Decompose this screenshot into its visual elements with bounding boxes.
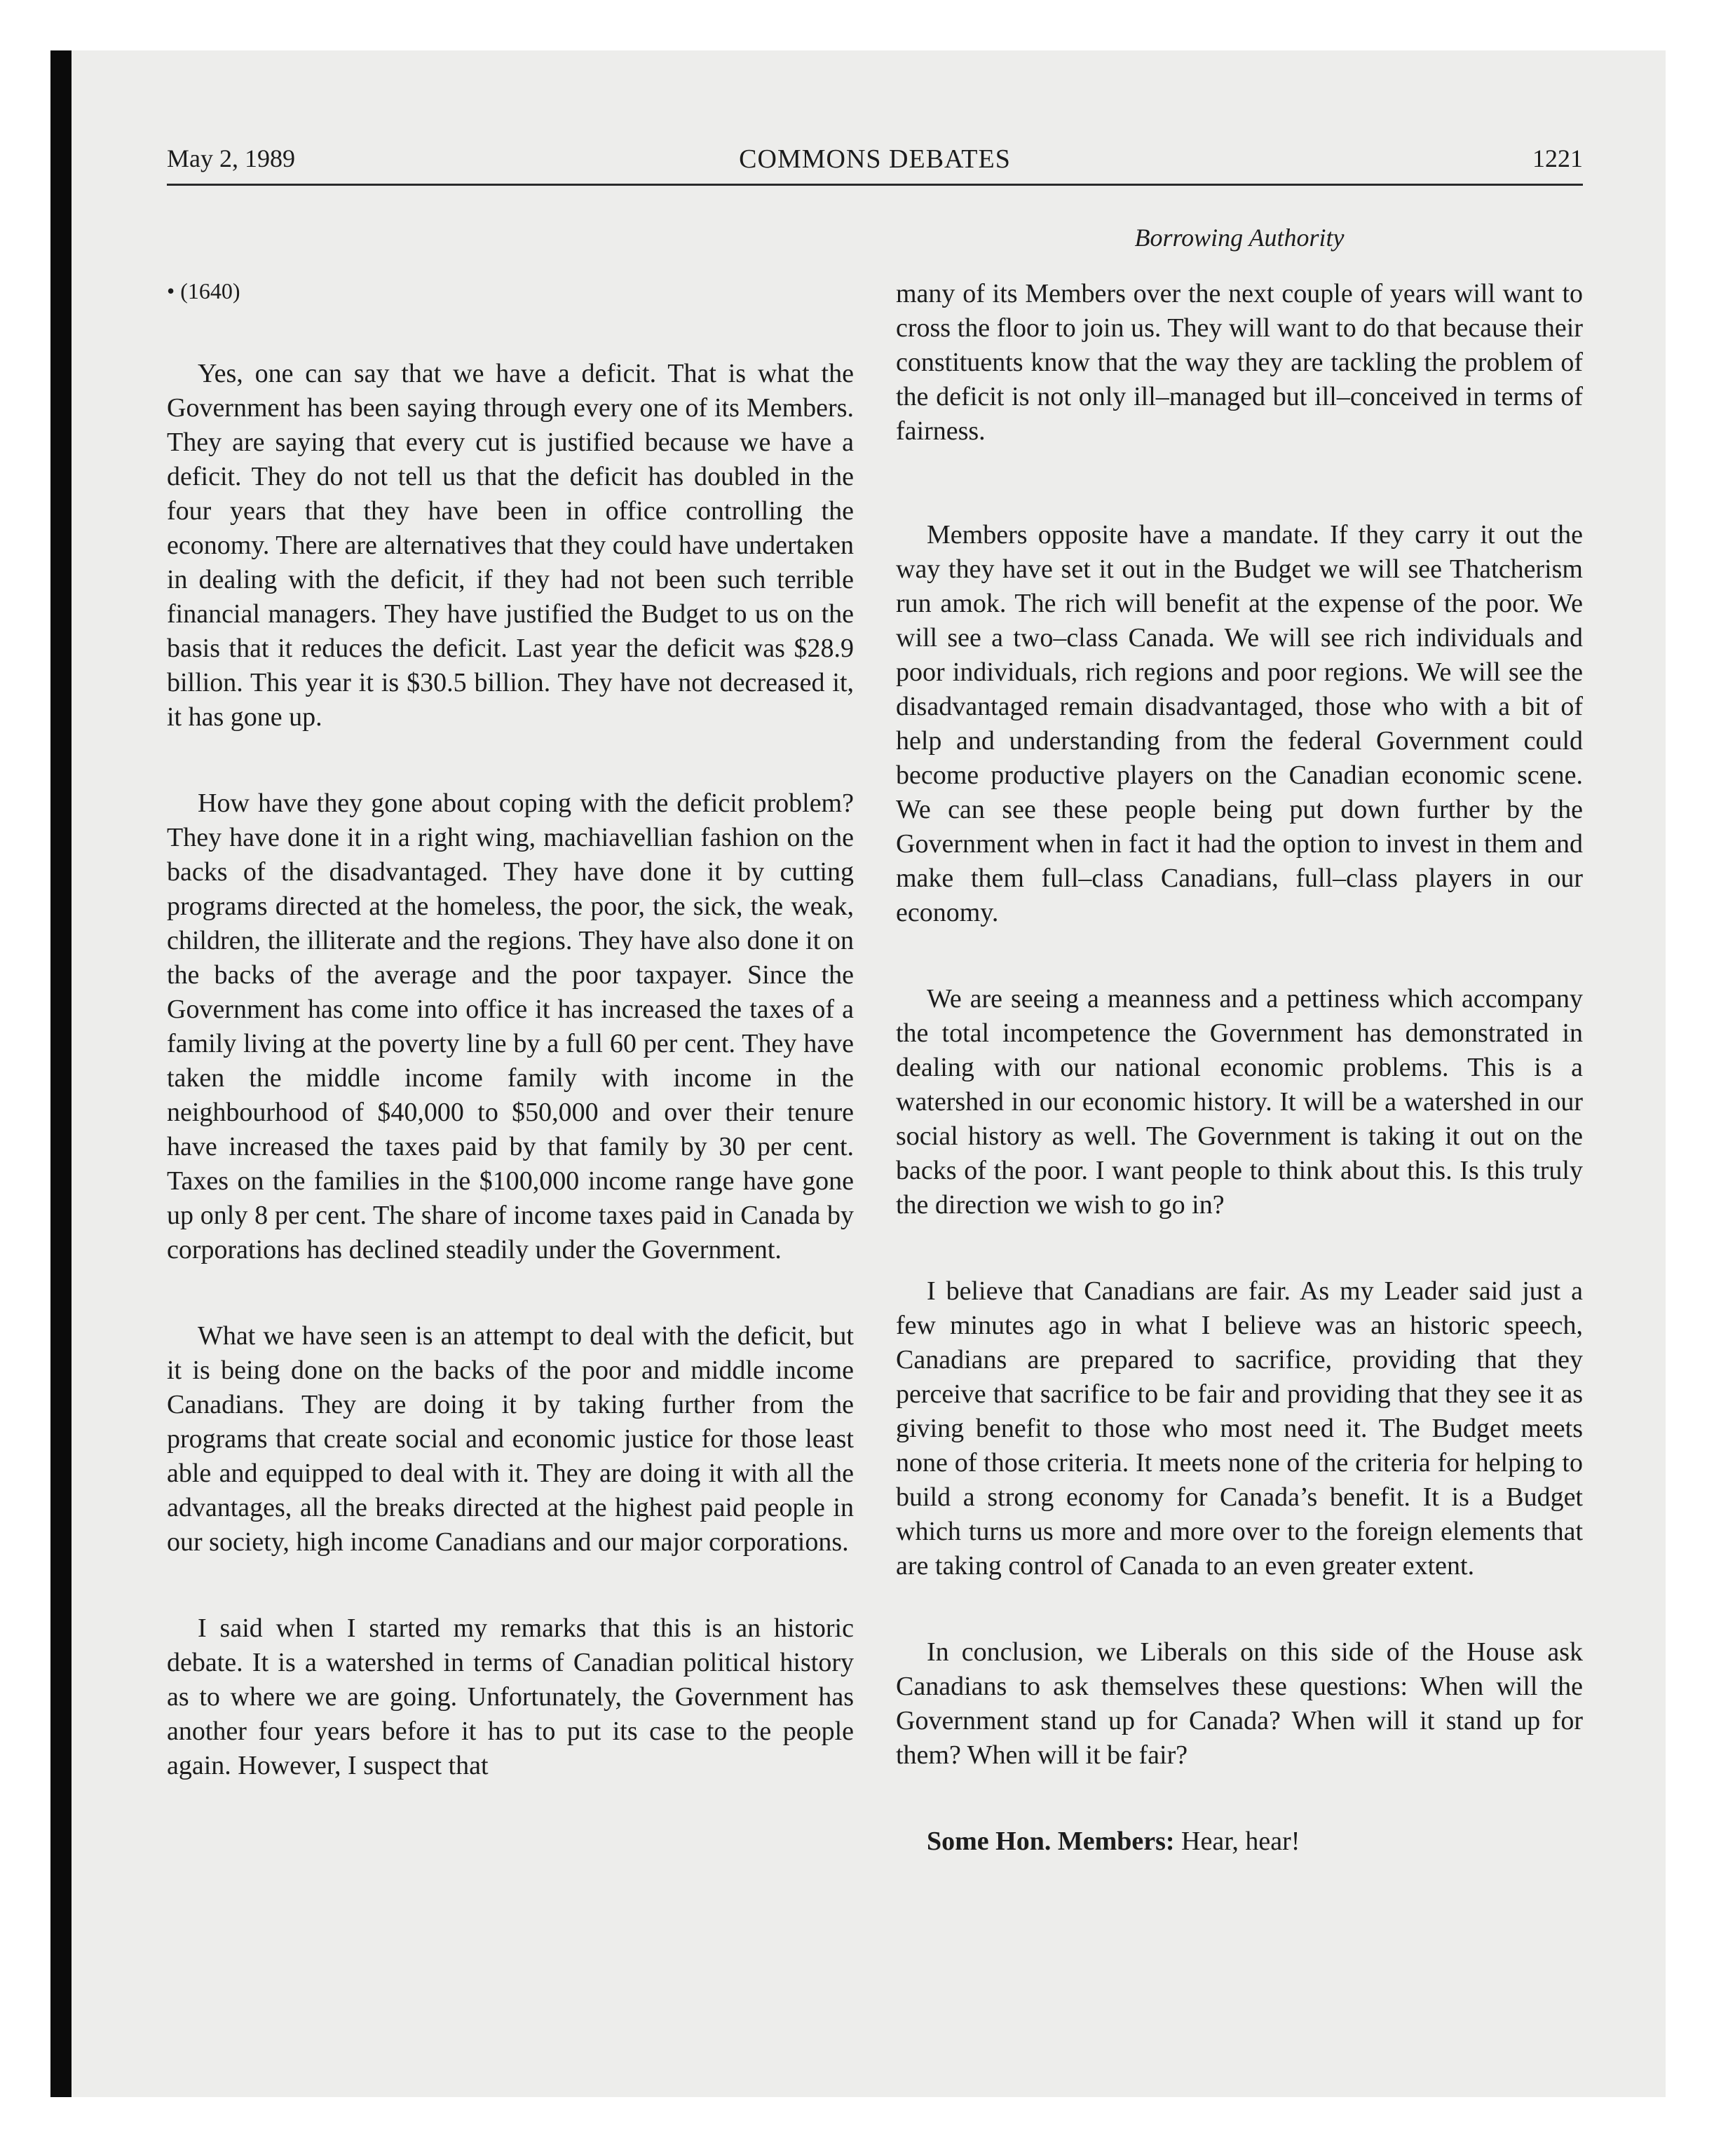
page-number: 1221	[1532, 144, 1583, 172]
left-column	[167, 277, 854, 1783]
paragraph: Yes, one can say that we have a deficit. That is what the Government has been saying through every one of its Members. They are saying that every cut is justified because we have a deficit. They do not tell us that the deficit has doubled in the four years that they have been in office controlling the economy. There are alternatives that they could have undertaken in dealing with the deficit, if they had not been such terrible financial managers. They have justified the Budget to us on the basis that it reduces the deficit. Last year the deficit was $28.9 billion. This year it is $30.5 billion. They have not decreased it, it has gone up.	[167, 359, 854, 732]
header-date: May 2, 1989	[167, 144, 295, 172]
right-column	[896, 277, 1583, 1859]
continued-paragraph: many of its Members over the next couple of years will want to cross the floor to join us. They will want to do that because their constituents know that the way they are tackling the problem of the deficit is not only ill–managed but ill–conceived in terms of fairness.	[896, 279, 1583, 446]
running-head: Borrowing Authority	[1134, 224, 1345, 252]
paragraph: We are seeing a meanness and a pettiness which accompany the total incompetence the Government has demonstrated in dealing with our national economic problems. This is a watershed in our economic history. It will be a watershed in our social history as well. The Government is taking it out on the backs of the poor. I want people to think about this. Is this truly the direction we wish to go in?	[896, 984, 1583, 1220]
scan-edge	[50, 50, 72, 2097]
speaker-label: Some Hon. Members:	[927, 1827, 1175, 1856]
header-rule	[167, 184, 1583, 186]
paragraph: I said when I started my remarks that this is an historic debate. It is a watershed in terms of Canadian political history as to where we are going. Unfortunately, the Government has another four years before it has to put its case to the people again. However, I suspect that	[167, 1613, 854, 1780]
time-marker: • (1640)	[167, 278, 240, 303]
interjection-text: Hear, hear!	[1174, 1827, 1300, 1856]
paragraph: In conclusion, we Liberals on this side of the House ask Canadians to ask themselves these questions: When will the Government stand up for Canada? When will it stand up for them? When will it be fair?	[896, 1637, 1583, 1770]
interjection	[896, 1824, 1583, 1859]
publication-title: COMMONS DEBATES	[739, 144, 1011, 174]
paragraph: Members opposite have a mandate. If they carry it out the way they have set it out in the Budget we will see Thatcherism run amok. The rich will benefit at the expense of the poor. We will see a two–class Canada. We will see rich individuals and poor individuals, rich regions and poor regions. We will see the disadvantaged remain disadvantaged, those who with a bit of help and understanding from the federal Government could become productive players on the Canadian economic scene. We can see these people being put down further by the Government when in fact it had the option to invest in them and make them full–class Canadians, full–class players in our economy.	[896, 520, 1583, 927]
paragraph: I believe that Canadians are fair. As my Leader said just a few minutes ago in what I believe was an historic speech, Canadians are prepared to sacrifice, providing that they perceive that sacrifice to be fair and providing that they see it as giving benefit to those who most need it. The Budget meets none of those criteria. It meets none of the criteria for helping to build a strong economy for Canada’s benefit. It is a Budget which turns us more and more over to the foreign elements that are taking control of Canada to an even greater extent.	[896, 1276, 1583, 1581]
page-header	[167, 144, 1583, 186]
paragraph: What we have seen is an attempt to deal with the deficit, but it is being done on the backs of the poor and middle income Canadians. They are doing it by taking further from the programs that create social and economic justice for those least able and equipped to deal with it. They are doing it with all the advantages, all the breaks directed at the highest paid people in our society, high income Canadians and our major corporations.	[167, 1321, 854, 1557]
paragraph: How have they gone about coping with the deficit problem? They have done it in a right wing, machiavellian fashion on the backs of the disadvantaged. They have done it by cutting programs directed at the homeless, the poor, the sick, the weak, children, the illiterate and the regions. They have also done it on the backs of the average and the poor taxpayer. Since the Government has come into office it has increased the taxes of a family living at the poverty line by a full 60 per cent. They have taken the middle income family with income in the neighbourhood of $40,000 to $50,000 and over their tenure have increased the taxes paid by that family by 30 per cent. Taxes on the families in the $100,000 income range have gone up only 8 per cent. The share of income taxes paid in Canada by corporations has declined steadily under the Government.	[167, 789, 854, 1264]
